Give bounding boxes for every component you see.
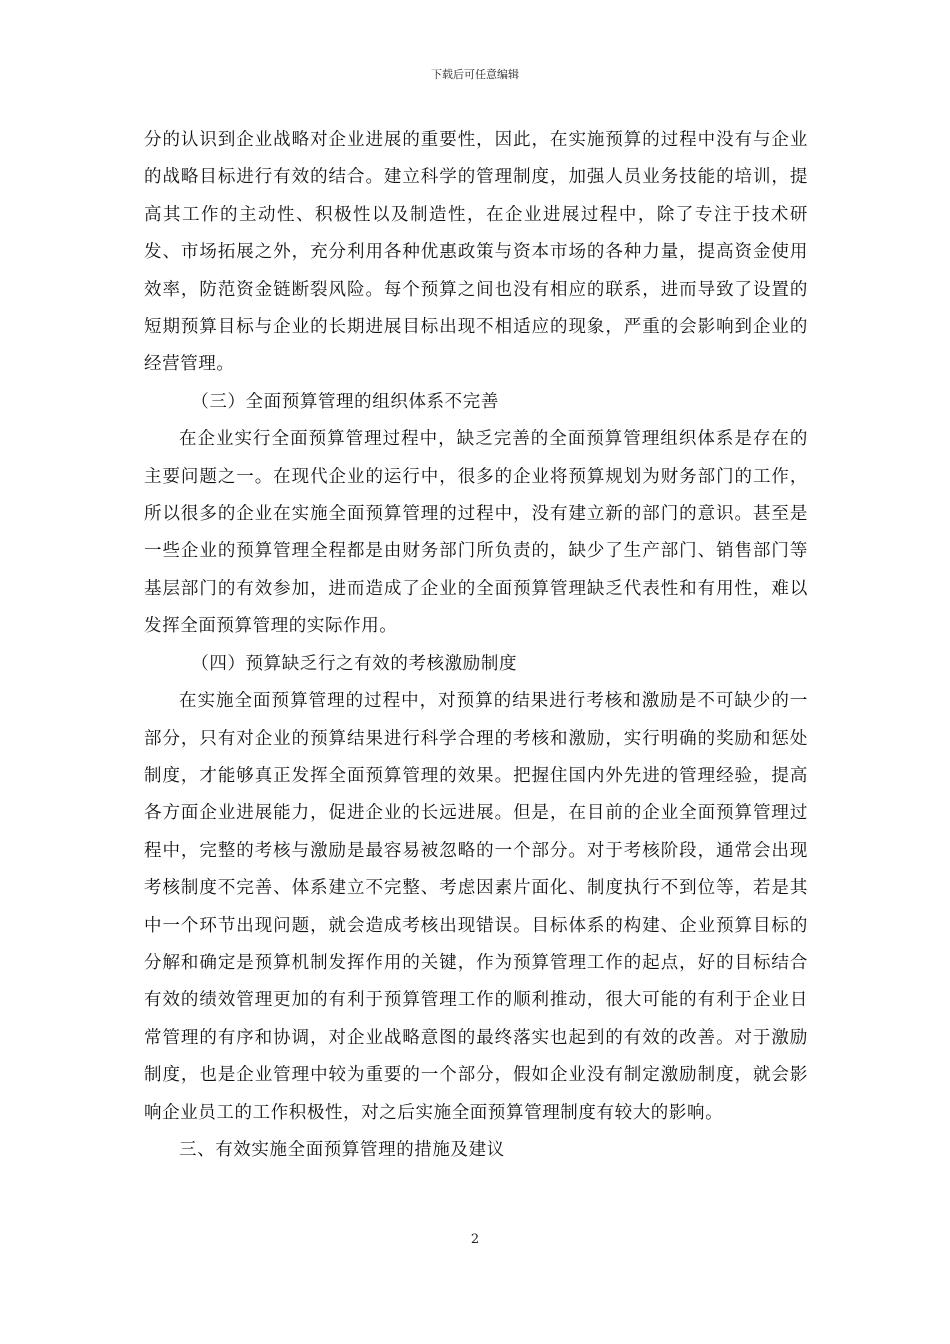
document-body	[144, 122, 808, 1169]
subheading-organization-system: （三）全面预算管理的组织体系不完善	[191, 391, 499, 412]
page-header: 下载后可任意编辑	[431, 68, 519, 81]
paragraph-incentive-system: 在实施全面预算管理的过程中，对预算的结果进行考核和激励是不可缺少的一部分，只有对企业的预算结果进行科学合理的考核和激励，实行明确的奖励和惩处制度，才能够真正发挥全面预算管理的效果。把握住国内外先进的管理经验，提高各方面企业进展能力，促进企业的长远进展。但是，在目前的企业全面预算管理过程中，完整的考核与激励是最容易被忽略的一个部分。对于考核阶段，通常会出现考核制度不完善、体系建立不完整、考虑因素片面化、制度执行不到位等，若是其中一个环节出现问题，就会造成考核出现错误。目标体系的构建、企业预算目标的分解和确定是预算机制发挥作用的关键，作为预算管理工作的起点，好的目标结合有效的绩效管理更加的有利于预算管理工作的顺利推动，很大可能的有利于企业日常管理的有序和协调，对企业战略意图的最终落实也起到的有效的改善。对于激励制度，也是企业管理中较为重要的一个部分，假如企业没有制定激励制度，就会影响企业员工的工作积极性，对之后实施全面预算管理制度有较大的影响。	[144, 691, 808, 1123]
section-heading-measures: 三、有效实施全面预算管理的措施及建议	[179, 1139, 505, 1160]
paragraph-organization-system: 在企业实行全面预算管理过程中，缺乏完善的全面预算管理组织体系是存在的主要问题之一。在现代企业的运行中，很多的企业将预算规划为财务部门的工作，所以很多的企业在实施全面预算管理的过程中，没有建立新的部门的意识。甚至是一些企业的预算管理全程都是由财务部门所负责的，缺少了生产部门、销售部门等基层部门的有效参加，进而造成了企业的全面预算管理缺乏代表性和有用性，难以发挥全面预算管理的实际作用。	[144, 429, 808, 637]
page-number: 2	[470, 1232, 480, 1247]
subheading-incentive-system: （四）预算缺乏行之有效的考核激励制度	[191, 653, 518, 674]
paragraph-continuation: 分的认识到企业战略对企业进展的重要性，因此，在实施预算的过程中没有与企业的战略目标进行有效的结合。建立科学的管理制度，加强人员业务技能的培训，提高其工作的主动性、积极性以及制造性，在企业进展过程中，除了专注于技术研发、市场拓展之外，充分利用各种优惠政策与资本市场的各种力量，提高资金使用效率，防范资金链断裂风险。每个预算之间也没有相应的联系，进而导致了设置的短期预算目标与企业的长期进展目标出现不相适应的现象，严重的会影响到企业的经营管理。	[144, 130, 808, 375]
